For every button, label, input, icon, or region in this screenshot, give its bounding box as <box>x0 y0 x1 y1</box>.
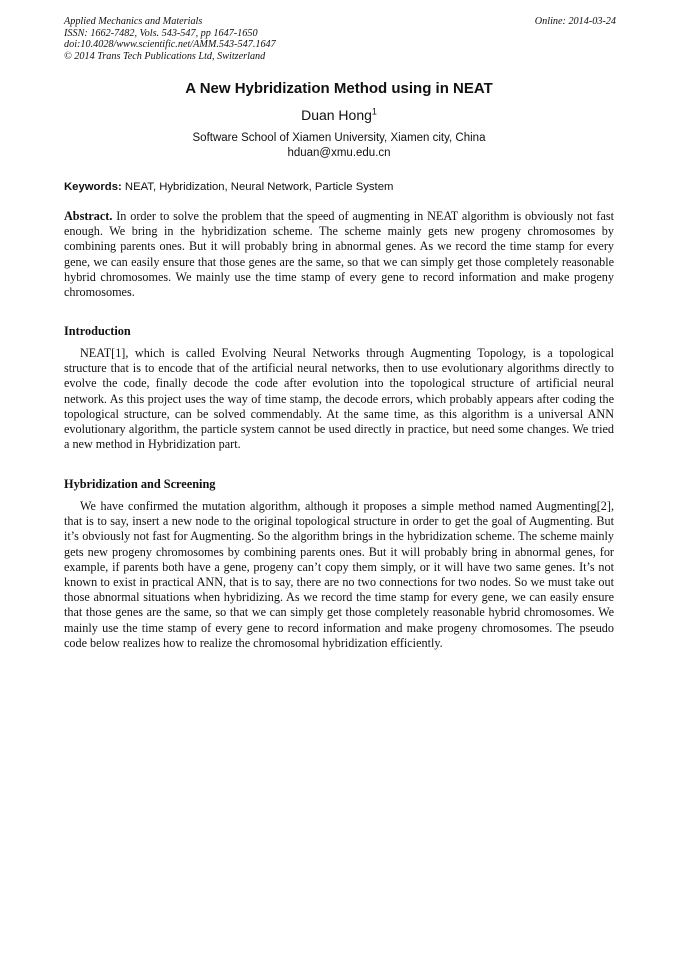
journal-issn: ISSN: 1662-7482, Vols. 543-547, pp 1647-1650 <box>64 27 258 39</box>
affiliation-line: Software School of Xiamen University, Xiamen city, China <box>192 132 486 144</box>
introduction-paragraph: NEAT[1], which is called Evolving Neural Networks through Augmenting Topology, is a topological structure that is to encode that of the artificial neural networks, then to use evolutionary algorithms directly to evolve the code, finally decode the code after evolution into the topological structure of artificial neural network. As this project uses the way of time stamp, the decode errors, which probably appears after coding the topological structure, can be solved commendably. At the same time, as this algorithm is a universal ANN evolutionary algorithm, the particle system cannot be used directly in practice, but need some changes. We tried a new method in Hybridization part. <box>64 346 614 452</box>
section-heading-hybridization: Hybridization and Screening <box>64 477 216 491</box>
keywords-text: NEAT, Hybridization, Neural Network, Particle System <box>121 181 394 193</box>
introduction-section <box>64 346 614 452</box>
paper-title: A New Hybridization Method using in NEAT <box>185 80 493 97</box>
abstract-label: Abstract. <box>64 209 113 223</box>
journal-header <box>64 16 276 62</box>
author-name: Duan Hong <box>301 107 372 123</box>
hybridization-section <box>64 499 614 651</box>
journal-name: Applied Mechanics and Materials <box>64 16 203 27</box>
author-line <box>0 106 678 124</box>
abstract-text: In order to solve the problem that the speed of augmenting in NEAT algorithm is obviously not fast enough. We bring in the hybridization scheme. The scheme mainly gets new progeny chromosomes by combining parents ones. But it will probably bring in abnormal genes. As we record the time stamp for every gene, we can easily ensure that those genes are the same, so that we can simply get those completely reasonable hybrid chromosomes. We mainly use the time stamp of every gene to record information and make progeny chromosomes. <box>64 209 614 300</box>
author-superscript: 1 <box>371 106 377 117</box>
affiliation <box>0 131 678 161</box>
journal-doi: doi:10.4028/www.scientific.net/AMM.543-547.1647 <box>64 39 276 51</box>
author-email: hduan@xmu.edu.cn <box>287 147 391 159</box>
hybridization-paragraph: We have confirmed the mutation algorithm, although it proposes a simple method named Augmenting[2], that is to say, insert a new node to the original topological structure in order to get the goal of Augmenting. But it’s obviously not fast for Augmenting. So the algorithm brings in the hybridization scheme. The scheme mainly gets new progeny chromosomes by combining parents ones. But it will probably bring in abnormal genes, for example, if parents both have a gene, progeny can’t copy them simply, or it will have two same genes. It’s not known to exist in practical ANN, that is to say, there are no two connections for two nodes. So we must take out those abnormal situations when hybridizing. As we record the time stamp for every gene, we can easily ensure that those genes are the same, so that we can simply get those completely reasonable hybrid chromosomes. We mainly use the time stamp of every gene to record information and make progeny chromosomes. The pseudo code below realizes how to realize the chromosomal hybridization efficiently. <box>64 499 614 650</box>
keywords <box>64 180 393 194</box>
abstract <box>64 209 614 300</box>
online-date: Online: 2014-03-24 <box>534 16 616 27</box>
journal-copyright: © 2014 Trans Tech Publications Ltd, Switzerland <box>64 50 266 62</box>
section-heading-introduction: Introduction <box>64 324 131 338</box>
keywords-label: Keywords: <box>64 181 122 193</box>
